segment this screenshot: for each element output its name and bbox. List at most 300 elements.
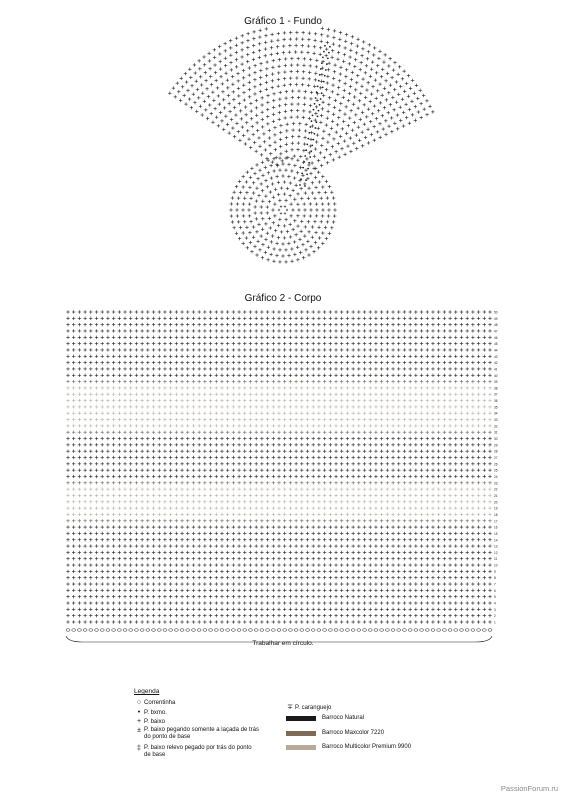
stitch-mark — [220, 431, 223, 434]
stitch-mark — [123, 506, 126, 509]
stitch-mark — [397, 456, 400, 459]
stitch-mark — [294, 367, 297, 370]
stitch-mark — [72, 494, 75, 497]
stitch-mark — [192, 582, 195, 585]
stitch-mark — [369, 601, 372, 604]
stitch-mark — [338, 109, 341, 112]
stitch-mark — [465, 544, 468, 547]
stitch-mark — [408, 317, 411, 320]
stitch-mark — [448, 589, 451, 592]
stitch-mark — [129, 399, 132, 402]
stitch-mark — [95, 468, 98, 471]
stitch-mark — [254, 582, 257, 585]
stitch-mark — [368, 100, 371, 103]
stitch-mark — [334, 519, 337, 522]
stitch-mark — [237, 317, 240, 320]
stitch-mark — [232, 380, 235, 383]
stitch-mark — [260, 544, 263, 547]
stitch-mark — [408, 374, 411, 377]
stitch-mark — [203, 519, 206, 522]
stitch-mark — [209, 557, 212, 560]
stitch-mark — [249, 197, 252, 200]
stitch-mark — [448, 424, 451, 427]
stitch-mark — [325, 237, 328, 240]
stitch-mark — [386, 563, 389, 566]
stitch-mark — [300, 355, 303, 358]
stitch-mark — [89, 481, 92, 484]
stitch-mark — [471, 595, 474, 598]
stitch-mark — [272, 582, 275, 585]
stitch-mark — [426, 336, 429, 339]
stitch-mark — [351, 336, 354, 339]
stitch-mark — [380, 570, 383, 573]
stitch-mark — [363, 386, 366, 389]
stitch-mark — [223, 42, 226, 45]
stitch-mark — [426, 342, 429, 345]
stitch-mark — [357, 443, 360, 446]
stitch-mark — [163, 595, 166, 598]
stitch-mark — [340, 367, 343, 370]
stitch-mark — [283, 374, 286, 377]
stitch-mark — [175, 424, 178, 427]
stitch-mark — [346, 329, 349, 332]
stitch-mark — [277, 544, 280, 547]
stitch-mark — [186, 525, 189, 528]
stitch-mark — [72, 475, 75, 478]
stitch-mark — [123, 519, 126, 522]
stitch-mark — [460, 424, 463, 427]
stitch-mark — [471, 361, 474, 364]
stitch-mark — [254, 494, 257, 497]
stitch-mark — [380, 424, 383, 427]
stitch-mark — [357, 418, 360, 421]
stitch-mark — [169, 355, 172, 358]
stitch-mark — [426, 367, 429, 370]
stitch-mark — [289, 563, 292, 566]
stitch-mark — [66, 468, 69, 471]
stitch-mark — [272, 386, 275, 389]
stitch-mark — [312, 557, 315, 560]
stitch-mark — [294, 506, 297, 509]
stitch-mark — [101, 355, 104, 358]
stitch-mark — [83, 544, 86, 547]
stitch-mark — [420, 494, 423, 497]
stitch-mark — [89, 601, 92, 604]
stitch-mark — [220, 437, 223, 440]
stitch-mark — [169, 601, 172, 604]
stitch-mark — [232, 374, 235, 377]
stitch-mark — [72, 519, 75, 522]
stitch-mark — [219, 75, 222, 78]
stitch-mark — [179, 99, 182, 102]
stitch-mark — [220, 538, 223, 541]
stitch-mark — [426, 462, 429, 465]
stitch-mark — [448, 380, 451, 383]
stitch-mark — [340, 620, 343, 623]
stitch-mark — [369, 468, 372, 471]
stitch-mark — [192, 310, 195, 313]
stitch-mark — [349, 109, 352, 112]
stitch-mark — [397, 608, 400, 611]
stitch-mark — [283, 513, 286, 516]
stitch-mark — [211, 121, 214, 124]
stitch-mark — [396, 113, 399, 116]
stitch-mark — [437, 437, 440, 440]
stitch-mark — [232, 191, 235, 194]
stitch-mark — [118, 538, 121, 541]
stitch-mark — [351, 129, 354, 132]
stitch-mark — [95, 513, 98, 516]
stitch-mark — [192, 563, 195, 566]
stitch-mark — [306, 614, 309, 617]
stitch-mark — [380, 506, 383, 509]
stitch-mark — [203, 582, 206, 585]
stitch-mark — [465, 589, 468, 592]
stitch-mark — [317, 519, 320, 522]
stitch-mark — [437, 348, 440, 351]
stitch-mark — [340, 405, 343, 408]
stitch-mark — [277, 595, 280, 598]
stitch-mark — [337, 51, 340, 54]
stitch-mark — [295, 76, 298, 79]
stitch-mark — [346, 481, 349, 484]
stitch-mark — [260, 570, 263, 573]
stitch-mark — [123, 323, 126, 326]
stitch-mark — [260, 355, 263, 358]
stitch-mark — [312, 462, 315, 465]
stitch-mark — [203, 342, 206, 345]
stitch-mark — [273, 202, 276, 205]
stitch-mark — [488, 412, 491, 415]
stitch-mark — [300, 336, 303, 339]
stitch-mark — [249, 374, 252, 377]
stitch-mark — [386, 513, 389, 516]
stitch-mark — [303, 96, 306, 99]
stitch-mark — [258, 29, 261, 32]
stitch-mark — [401, 77, 404, 80]
stitch-mark — [193, 101, 196, 104]
stitch-mark — [66, 367, 69, 370]
stitch-mark — [106, 494, 109, 497]
stitch-mark — [123, 601, 126, 604]
stitch-mark — [146, 317, 149, 320]
stitch-mark — [192, 342, 195, 345]
stitch-mark — [437, 336, 440, 339]
row-number: 20 — [494, 500, 498, 505]
stitch-mark — [123, 342, 126, 345]
stitch-mark — [443, 538, 446, 541]
stitch-mark — [426, 468, 429, 471]
stitch-mark — [384, 79, 387, 82]
stitch-mark — [283, 589, 286, 592]
stitch-mark — [232, 317, 235, 320]
stitch-mark — [477, 462, 480, 465]
stitch-mark — [408, 614, 411, 617]
stitch-mark — [380, 487, 383, 490]
stitch-mark — [443, 317, 446, 320]
row-number: 28 — [494, 449, 498, 454]
stitch-mark — [437, 431, 440, 434]
stitch-mark — [66, 563, 69, 566]
stitch-mark — [312, 513, 315, 516]
stitch-mark — [152, 348, 155, 351]
stitch-mark — [321, 231, 324, 234]
stitch-mark — [306, 374, 309, 377]
stitch-mark — [289, 348, 292, 351]
row-number: 16 — [494, 525, 498, 530]
stitch-mark — [254, 329, 257, 332]
row-number: 1 — [494, 620, 496, 625]
stitch-mark — [209, 355, 212, 358]
stitch-mark — [220, 361, 223, 364]
stitch-mark — [359, 61, 362, 64]
stitch-mark — [448, 468, 451, 471]
stitch-mark — [215, 494, 218, 497]
stitch-mark — [101, 570, 104, 573]
stitch-mark — [289, 608, 292, 611]
stitch-mark — [192, 418, 195, 421]
stitch-mark — [89, 551, 92, 554]
stitch-mark — [232, 456, 235, 459]
stitch-mark — [334, 468, 337, 471]
stitch-mark — [471, 342, 474, 345]
stitch-mark — [317, 589, 320, 592]
stitch-mark — [260, 462, 263, 465]
stitch-mark — [228, 110, 231, 113]
stitch-mark — [346, 614, 349, 617]
stitch-mark — [101, 367, 104, 370]
yarn-swatch-natural — [286, 716, 316, 721]
stitch-mark — [129, 475, 132, 478]
stitch-mark — [266, 329, 269, 332]
stitch-mark — [169, 494, 172, 497]
stitch-mark — [321, 175, 324, 178]
stitch-mark — [283, 563, 286, 566]
stitch-mark — [437, 329, 440, 332]
stitch-mark — [306, 323, 309, 326]
chain-stitch-icon: ○ — [136, 699, 142, 706]
stitch-mark — [300, 399, 303, 402]
stitch-mark — [106, 538, 109, 541]
stitch-mark — [78, 424, 81, 427]
stitch-mark — [339, 72, 342, 75]
stitch-mark — [351, 456, 354, 459]
stitch-mark — [431, 532, 434, 535]
stitch-mark — [208, 103, 211, 106]
stitch-mark — [397, 367, 400, 370]
stitch-mark — [209, 405, 212, 408]
stitch-mark — [248, 186, 251, 189]
stitch-mark — [242, 214, 245, 217]
stitch-mark — [386, 487, 389, 490]
stitch-mark — [83, 608, 86, 611]
stitch-mark — [163, 525, 166, 528]
stitch-mark — [386, 500, 389, 503]
stitch-mark — [140, 475, 143, 478]
stitch-mark — [342, 60, 345, 63]
stitch-mark — [312, 367, 315, 370]
stitch-mark — [239, 109, 242, 112]
stitch-mark — [319, 121, 322, 124]
stitch-mark — [340, 393, 343, 396]
stitch-mark — [169, 462, 172, 465]
stitch-mark — [83, 582, 86, 585]
stitch-mark — [437, 519, 440, 522]
stitch-mark — [460, 570, 463, 573]
stitch-mark — [391, 544, 394, 547]
stitch-mark — [163, 317, 166, 320]
stitch-mark — [254, 538, 257, 541]
stitch-mark — [283, 475, 286, 478]
stitch-mark — [158, 405, 161, 408]
stitch-mark — [315, 105, 318, 108]
stitch-mark — [226, 462, 229, 465]
stitch-mark — [281, 254, 284, 257]
stitch-mark — [158, 456, 161, 459]
row-number: 21 — [494, 493, 498, 498]
stitch-mark — [289, 181, 292, 184]
stitch-mark — [261, 118, 264, 121]
stitch-mark — [209, 500, 212, 503]
stitch-mark — [279, 131, 282, 134]
stitch-mark — [349, 85, 352, 88]
stitch-mark — [403, 386, 406, 389]
stitch-mark — [220, 563, 223, 566]
stitch-mark — [284, 199, 287, 202]
stitch-mark — [477, 431, 480, 434]
stitch-mark — [397, 544, 400, 547]
stitch-mark — [112, 405, 115, 408]
stitch-mark — [312, 418, 315, 421]
stitch-mark — [471, 412, 474, 415]
stitch-mark — [163, 475, 166, 478]
stitch-mark — [317, 595, 320, 598]
stitch-mark — [221, 90, 224, 93]
stitch-mark — [317, 405, 320, 408]
stitch-mark — [243, 405, 246, 408]
stitch-mark — [386, 386, 389, 389]
stitch-mark — [465, 538, 468, 541]
stitch-mark — [78, 317, 81, 320]
stitch-mark — [374, 456, 377, 459]
stitch-mark — [163, 449, 166, 452]
stitch-mark — [140, 589, 143, 592]
stitch-mark — [443, 329, 446, 332]
stitch-mark — [329, 487, 332, 490]
stitch-mark — [106, 513, 109, 516]
stitch-mark — [282, 44, 285, 47]
stitch-mark — [331, 120, 334, 123]
stitch-mark — [101, 544, 104, 547]
stitch-mark — [335, 130, 338, 133]
stitch-mark — [460, 563, 463, 566]
stitch-mark — [140, 449, 143, 452]
stitch-mark — [285, 136, 288, 139]
stitch-mark — [309, 144, 312, 147]
stitch-mark — [465, 513, 468, 516]
row-number: 30 — [494, 437, 498, 442]
stitch-mark — [357, 342, 360, 345]
stitch-mark — [321, 27, 324, 30]
stitch-mark — [414, 418, 417, 421]
stitch-mark — [123, 443, 126, 446]
stitch-mark — [306, 431, 309, 434]
stitch-mark — [323, 336, 326, 339]
stitch-mark — [240, 117, 243, 120]
stitch-mark — [245, 236, 248, 239]
stitch-mark — [477, 544, 480, 547]
stitch-mark — [334, 355, 337, 358]
stitch-mark — [319, 46, 322, 49]
row-number: 12 — [494, 550, 498, 555]
stitch-mark — [346, 386, 349, 389]
stitch-mark — [284, 248, 287, 251]
stitch-mark — [351, 538, 354, 541]
stitch-mark — [192, 576, 195, 579]
stitch-mark — [351, 367, 354, 370]
stitch-mark — [95, 563, 98, 566]
stitch-mark — [289, 412, 292, 415]
stitch-mark — [260, 329, 263, 332]
stitch-mark — [175, 582, 178, 585]
stitch-mark — [345, 33, 348, 36]
stitch-mark — [416, 97, 419, 100]
stitch-mark — [66, 551, 69, 554]
row-number: 11 — [494, 557, 498, 562]
stitch-mark — [334, 525, 337, 528]
stitch-mark — [260, 576, 263, 579]
stitch-mark — [454, 380, 457, 383]
stitch-mark — [135, 355, 138, 358]
stitch-mark — [374, 468, 377, 471]
stitch-mark — [414, 393, 417, 396]
stitch-mark — [175, 449, 178, 452]
stitch-mark — [397, 342, 400, 345]
stitch-mark — [112, 342, 115, 345]
stitch-mark — [163, 494, 166, 497]
stitch-mark — [312, 310, 315, 313]
stitch-mark — [175, 563, 178, 566]
stitch-mark — [294, 374, 297, 377]
stitch-mark — [163, 481, 166, 484]
stitch-mark — [186, 551, 189, 554]
stitch-mark — [483, 424, 486, 427]
stitch-mark — [72, 412, 75, 415]
stitch-mark — [106, 487, 109, 490]
stitch-mark — [226, 582, 229, 585]
stitch-mark — [146, 538, 149, 541]
stitch-mark — [215, 424, 218, 427]
stitch-mark — [95, 367, 98, 370]
stitch-mark — [312, 500, 315, 503]
stitch-mark — [420, 532, 423, 535]
stitch-mark — [209, 323, 212, 326]
stitch-mark — [101, 614, 104, 617]
stitch-mark — [443, 500, 446, 503]
stitch-mark — [317, 500, 320, 503]
stitch-mark — [261, 243, 264, 246]
stitch-mark — [374, 557, 377, 560]
stitch-mark — [471, 601, 474, 604]
stitch-mark — [192, 449, 195, 452]
stitch-mark — [231, 126, 234, 129]
stitch-mark — [215, 519, 218, 522]
stitch-mark — [266, 437, 269, 440]
stitch-mark — [340, 551, 343, 554]
stitch-mark — [260, 348, 263, 351]
stitch-mark — [186, 348, 189, 351]
stitch-mark — [78, 449, 81, 452]
